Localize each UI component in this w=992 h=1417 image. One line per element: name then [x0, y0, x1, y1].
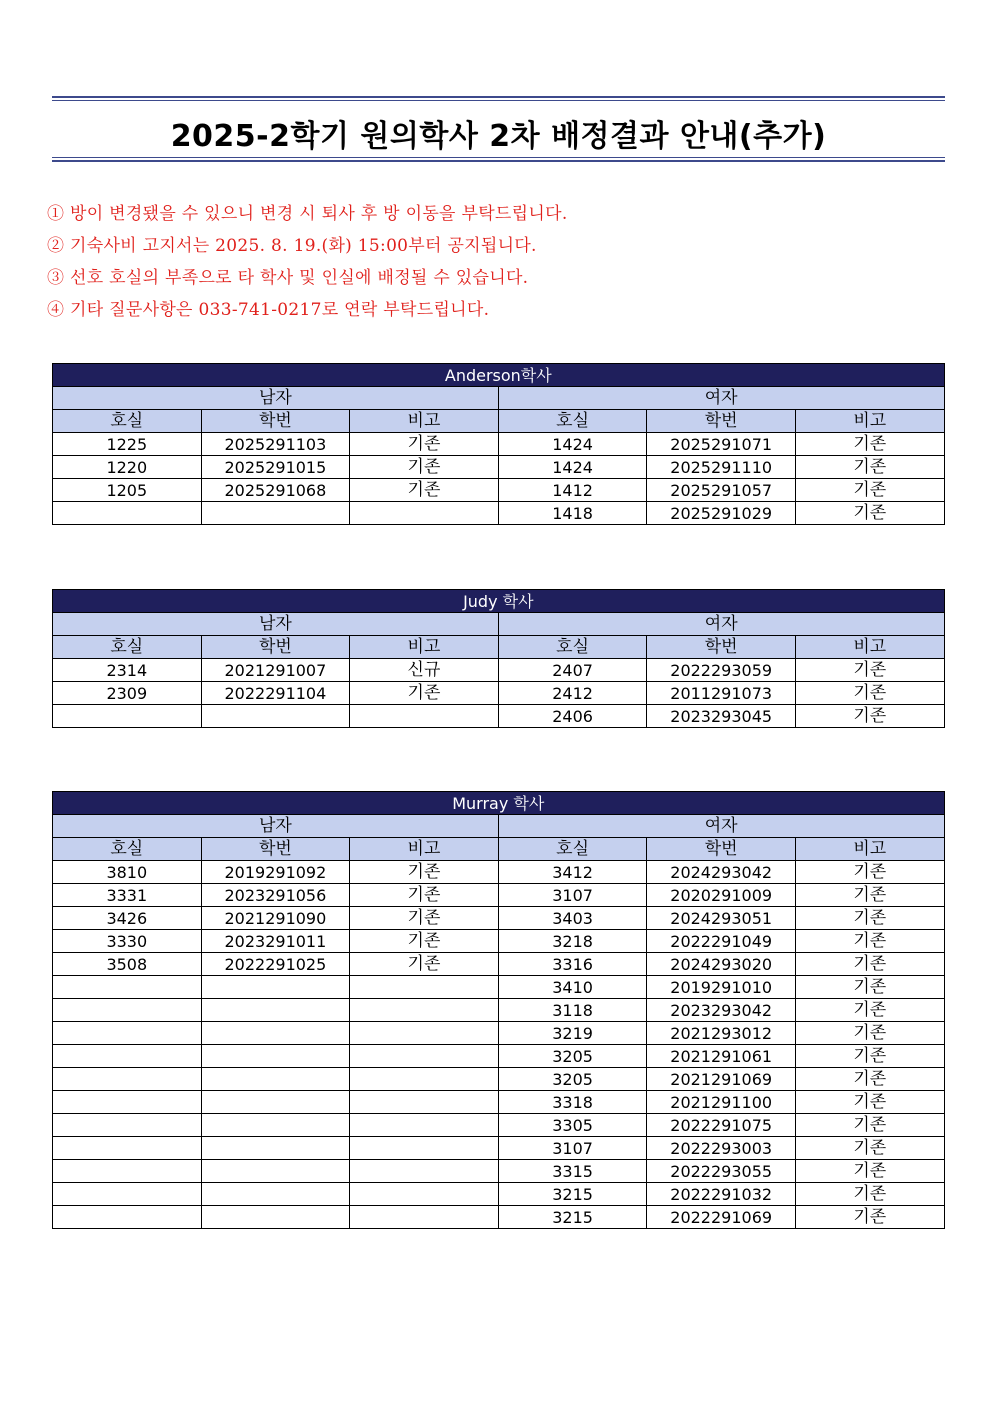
cell-note: 기존 — [795, 884, 944, 907]
cell-room: 3107 — [498, 1137, 647, 1160]
cell-room: 3330 — [53, 930, 202, 953]
cell-student-id — [201, 1137, 350, 1160]
column-header-note: 비고 — [795, 636, 944, 659]
table-row — [53, 479, 945, 502]
cell-student-id: 2025291015 — [201, 456, 350, 479]
table-row — [53, 682, 945, 705]
cell-student-id — [201, 1206, 350, 1229]
cell-room — [53, 1137, 202, 1160]
cell-room: 3315 — [498, 1160, 647, 1183]
cell-note — [350, 705, 499, 728]
cell-student-id — [201, 999, 350, 1022]
cell-note: 기존 — [795, 930, 944, 953]
cell-student-id — [201, 1114, 350, 1137]
cell-student-id — [201, 705, 350, 728]
table-row — [53, 861, 945, 884]
cell-student-id: 2022291075 — [647, 1114, 796, 1137]
cell-room: 2412 — [498, 682, 647, 705]
cell-student-id: 2021291069 — [647, 1068, 796, 1091]
cell-note: 기존 — [350, 930, 499, 953]
column-header-room: 호실 — [53, 636, 202, 659]
table-row — [53, 907, 945, 930]
cell-room — [53, 705, 202, 728]
notice-item: ① 방이 변경됐을 수 있으니 변경 시 퇴사 후 방 이동을 부탁드립니다. — [47, 204, 568, 224]
title-banner — [52, 96, 945, 164]
cell-student-id — [201, 502, 350, 525]
column-header-student-id: 학번 — [201, 636, 350, 659]
male-header: 남자 — [53, 613, 499, 636]
cell-room: 1225 — [53, 433, 202, 456]
cell-note: 기존 — [795, 953, 944, 976]
cell-room: 2407 — [498, 659, 647, 682]
cell-student-id: 2024293051 — [647, 907, 796, 930]
cell-student-id: 2022293003 — [647, 1137, 796, 1160]
cell-student-id: 2025291103 — [201, 433, 350, 456]
title-bottom-rule-thin — [52, 157, 945, 158]
cell-note: 기존 — [795, 433, 944, 456]
cell-room: 3426 — [53, 907, 202, 930]
cell-room — [53, 976, 202, 999]
dorm-table — [52, 791, 945, 1229]
cell-note: 기존 — [795, 907, 944, 930]
table-row — [53, 456, 945, 479]
column-header-note: 비고 — [350, 636, 499, 659]
cell-student-id: 2024293042 — [647, 861, 796, 884]
cell-room — [53, 1183, 202, 1206]
cell-note: 기존 — [795, 1045, 944, 1068]
cell-room: 1412 — [498, 479, 647, 502]
cell-student-id: 2022293059 — [647, 659, 796, 682]
cell-room: 3205 — [498, 1068, 647, 1091]
cell-note — [350, 1160, 499, 1183]
cell-room: 1424 — [498, 433, 647, 456]
cell-room — [53, 1114, 202, 1137]
cell-room: 3410 — [498, 976, 647, 999]
table-row — [53, 1137, 945, 1160]
cell-note: 기존 — [795, 1022, 944, 1045]
cell-note — [350, 1206, 499, 1229]
column-header-student-id: 학번 — [201, 410, 350, 433]
cell-note: 기존 — [350, 907, 499, 930]
cell-student-id — [201, 1022, 350, 1045]
cell-room — [53, 1206, 202, 1229]
cell-student-id: 2022291032 — [647, 1183, 796, 1206]
cell-room: 3118 — [498, 999, 647, 1022]
cell-room — [53, 1045, 202, 1068]
table-row — [53, 433, 945, 456]
notice-item: ③ 선호 호실의 부족으로 타 학사 및 인실에 배정될 수 있습니다. — [47, 268, 529, 288]
cell-room: 3305 — [498, 1114, 647, 1137]
cell-student-id: 2019291010 — [647, 976, 796, 999]
cell-student-id: 2023291011 — [201, 930, 350, 953]
table-row — [53, 976, 945, 999]
cell-note — [350, 502, 499, 525]
cell-student-id — [201, 976, 350, 999]
table-row — [53, 1045, 945, 1068]
cell-room: 1418 — [498, 502, 647, 525]
cell-room — [53, 1160, 202, 1183]
cell-student-id: 2021293012 — [647, 1022, 796, 1045]
column-header-student-id: 학번 — [647, 636, 796, 659]
cell-note: 기존 — [350, 861, 499, 884]
cell-note: 기존 — [795, 976, 944, 999]
dorm-table — [52, 363, 945, 525]
cell-student-id: 2021291007 — [201, 659, 350, 682]
table-row — [53, 659, 945, 682]
notice-list — [47, 198, 568, 326]
cell-student-id: 2023293042 — [647, 999, 796, 1022]
cell-room: 2406 — [498, 705, 647, 728]
table-row — [53, 1068, 945, 1091]
cell-note: 기존 — [795, 502, 944, 525]
cell-room — [53, 1068, 202, 1091]
cell-note: 기존 — [350, 682, 499, 705]
table-row — [53, 953, 945, 976]
column-header-room: 호실 — [498, 636, 647, 659]
cell-room: 3215 — [498, 1183, 647, 1206]
column-header-student-id: 학번 — [201, 838, 350, 861]
cell-note — [350, 1091, 499, 1114]
cell-student-id — [201, 1091, 350, 1114]
cell-student-id: 2022293055 — [647, 1160, 796, 1183]
title-top-rule — [52, 96, 945, 98]
dorm-name: Judy 학사 — [53, 590, 945, 613]
cell-note: 기존 — [350, 433, 499, 456]
cell-room: 2314 — [53, 659, 202, 682]
cell-student-id — [201, 1160, 350, 1183]
cell-room: 3215 — [498, 1206, 647, 1229]
column-header-room: 호실 — [498, 838, 647, 861]
cell-student-id: 2025291110 — [647, 456, 796, 479]
table-row — [53, 930, 945, 953]
cell-student-id — [201, 1045, 350, 1068]
cell-room — [53, 1091, 202, 1114]
table-row — [53, 1160, 945, 1183]
cell-student-id: 2022291069 — [647, 1206, 796, 1229]
male-header: 남자 — [53, 387, 499, 410]
cell-note: 신규 — [350, 659, 499, 682]
notice-item: ② 기숙사비 고지서는 2025. 8. 19.(화) 15:00부터 공지됩니다. — [47, 236, 537, 256]
table-row — [53, 1022, 945, 1045]
table-row — [53, 999, 945, 1022]
cell-room: 3218 — [498, 930, 647, 953]
cell-student-id: 2022291049 — [647, 930, 796, 953]
column-header-note: 비고 — [350, 838, 499, 861]
cell-note: 기존 — [795, 1183, 944, 1206]
cell-student-id: 2023291056 — [201, 884, 350, 907]
cell-room — [53, 502, 202, 525]
cell-note: 기존 — [350, 479, 499, 502]
cell-note: 기존 — [795, 659, 944, 682]
table-row — [53, 1091, 945, 1114]
cell-note: 기존 — [795, 1137, 944, 1160]
column-header-student-id: 학번 — [647, 410, 796, 433]
table-row — [53, 1183, 945, 1206]
cell-note: 기존 — [795, 705, 944, 728]
table-row — [53, 884, 945, 907]
column-header-note: 비고 — [350, 410, 499, 433]
table-row — [53, 705, 945, 728]
cell-student-id: 2024293020 — [647, 953, 796, 976]
title-top-rule-thin — [52, 100, 945, 101]
cell-note — [350, 999, 499, 1022]
cell-room: 1424 — [498, 456, 647, 479]
cell-note — [350, 1045, 499, 1068]
cell-room: 3412 — [498, 861, 647, 884]
cell-room — [53, 1022, 202, 1045]
cell-room: 3219 — [498, 1022, 647, 1045]
cell-note — [350, 1137, 499, 1160]
column-header-student-id: 학번 — [647, 838, 796, 861]
dorm-name: Murray 학사 — [53, 792, 945, 815]
cell-room: 1220 — [53, 456, 202, 479]
cell-note: 기존 — [795, 479, 944, 502]
cell-room — [53, 999, 202, 1022]
table-row — [53, 1206, 945, 1229]
cell-note: 기존 — [795, 1160, 944, 1183]
cell-student-id — [201, 1068, 350, 1091]
cell-note — [350, 976, 499, 999]
cell-note: 기존 — [350, 953, 499, 976]
cell-room: 2309 — [53, 682, 202, 705]
cell-student-id: 2020291009 — [647, 884, 796, 907]
column-header-note: 비고 — [795, 838, 944, 861]
cell-student-id: 2025291071 — [647, 433, 796, 456]
cell-room: 1205 — [53, 479, 202, 502]
dorm-name: Anderson학사 — [53, 364, 945, 387]
female-header: 여자 — [498, 613, 944, 636]
cell-room: 3403 — [498, 907, 647, 930]
cell-student-id: 2019291092 — [201, 861, 350, 884]
cell-student-id: 2021291061 — [647, 1045, 796, 1068]
cell-room: 3810 — [53, 861, 202, 884]
cell-student-id: 2023293045 — [647, 705, 796, 728]
column-header-note: 비고 — [795, 410, 944, 433]
column-header-room: 호실 — [498, 410, 647, 433]
table-row — [53, 502, 945, 525]
cell-note: 기존 — [795, 1114, 944, 1137]
cell-student-id: 2021291090 — [201, 907, 350, 930]
cell-student-id: 2021291100 — [647, 1091, 796, 1114]
cell-note: 기존 — [350, 456, 499, 479]
cell-note — [350, 1183, 499, 1206]
cell-note: 기존 — [795, 861, 944, 884]
female-header: 여자 — [498, 387, 944, 410]
cell-note: 기존 — [350, 884, 499, 907]
female-header: 여자 — [498, 815, 944, 838]
table-row — [53, 1114, 945, 1137]
cell-note: 기존 — [795, 682, 944, 705]
cell-room: 3508 — [53, 953, 202, 976]
page-title: 2025-2학기 원의학사 2차 배정결과 안내(추가) — [170, 119, 827, 154]
cell-note: 기존 — [795, 1091, 944, 1114]
cell-note — [350, 1068, 499, 1091]
cell-note: 기존 — [795, 1068, 944, 1091]
cell-room: 3107 — [498, 884, 647, 907]
male-header: 남자 — [53, 815, 499, 838]
cell-student-id: 2025291068 — [201, 479, 350, 502]
cell-student-id: 2025291057 — [647, 479, 796, 502]
column-header-room: 호실 — [53, 838, 202, 861]
cell-student-id: 2011291073 — [647, 682, 796, 705]
title-bottom-rule — [52, 160, 945, 162]
cell-student-id: 2022291104 — [201, 682, 350, 705]
cell-note — [350, 1114, 499, 1137]
cell-room: 3318 — [498, 1091, 647, 1114]
dorm-table — [52, 589, 945, 728]
cell-note — [350, 1022, 499, 1045]
column-header-room: 호실 — [53, 410, 202, 433]
cell-note: 기존 — [795, 456, 944, 479]
cell-student-id: 2022291025 — [201, 953, 350, 976]
notice-item: ④ 기타 질문사항은 033-741-0217로 연락 부탁드립니다. — [47, 300, 490, 320]
cell-room: 3205 — [498, 1045, 647, 1068]
cell-note: 기존 — [795, 1206, 944, 1229]
cell-student-id — [201, 1183, 350, 1206]
cell-room: 3331 — [53, 884, 202, 907]
cell-student-id: 2025291029 — [647, 502, 796, 525]
cell-note: 기존 — [795, 999, 944, 1022]
cell-room: 3316 — [498, 953, 647, 976]
